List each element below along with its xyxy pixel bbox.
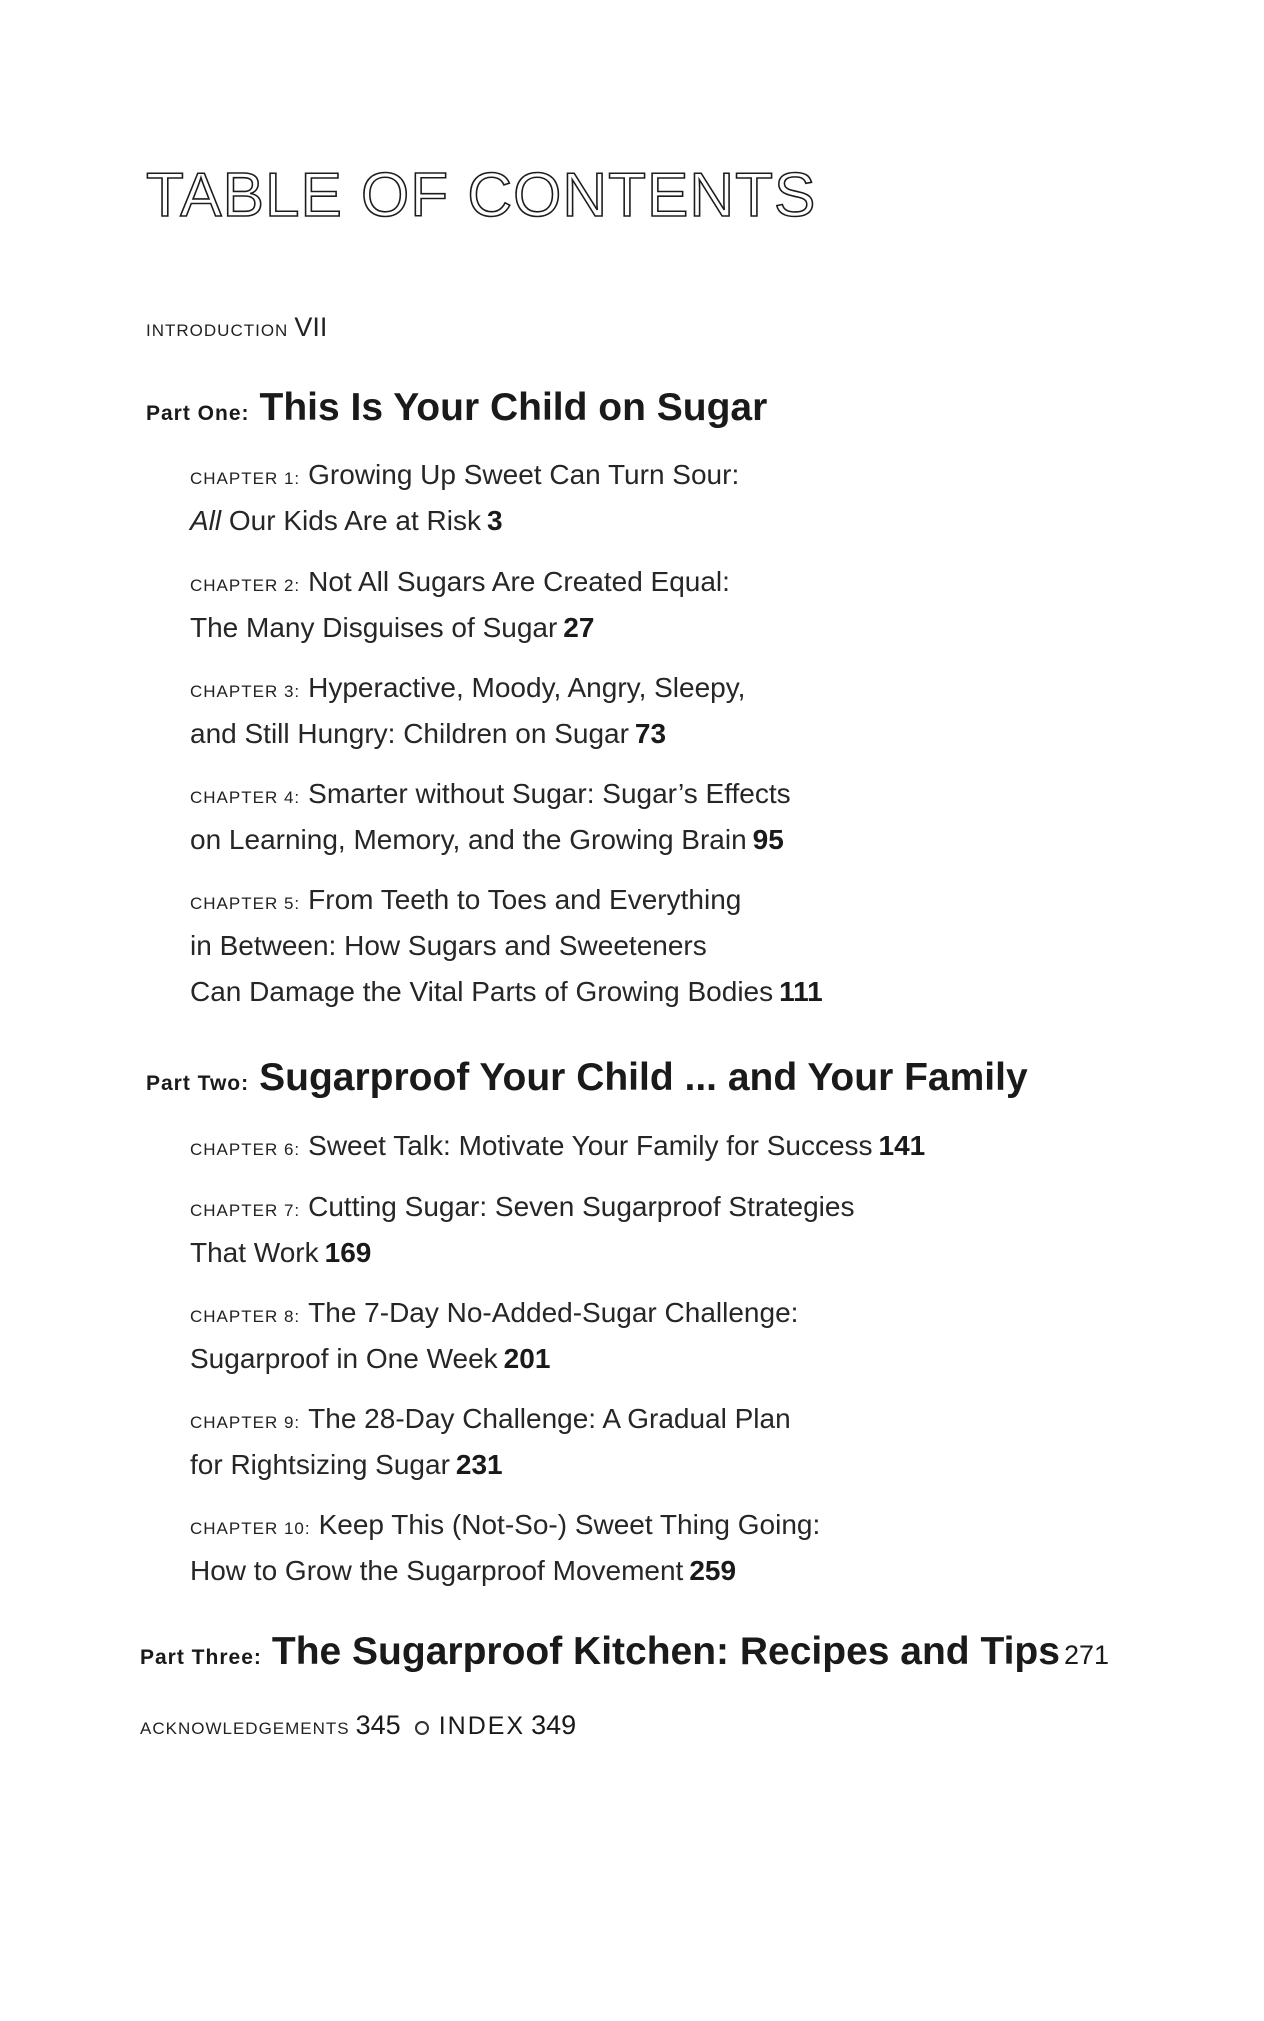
chapter-1-title-line-2: All Our Kids Are at Risk — [190, 505, 481, 536]
chapter-9-title-line-2: for Rightsizing Sugar — [190, 1449, 450, 1480]
chapter-2-title-line-2: The Many Disguises of Sugar — [190, 612, 558, 643]
chapter-8-label: CHAPTER 8: — [190, 1307, 301, 1326]
chapter-6-entry — [190, 1123, 1090, 1169]
chapter-1-page: 3 — [487, 505, 503, 536]
chapter-3-title-line-2: and Still Hungry: Children on Sugar — [190, 718, 629, 749]
chapter-10-title-line-1: Keep This (Not-So-) Sweet Thing Going: — [318, 1509, 821, 1540]
introduction-entry — [146, 312, 327, 343]
chapter-6-label: CHAPTER 6: — [190, 1140, 301, 1159]
part-two-heading — [146, 1056, 1028, 1100]
part-two-title: Sugarproof Your Child ... and Your Family — [259, 1056, 1028, 1099]
chapter-1-title-line-1: Growing Up Sweet Can Turn Sour: — [308, 459, 740, 490]
chapter-7-title-line-2: That Work — [190, 1237, 319, 1268]
chapter-10-label: CHAPTER 10: — [190, 1519, 311, 1538]
chapter-4-entry — [190, 771, 1090, 863]
index-label: INDEX — [438, 1712, 526, 1740]
chapter-7-label: CHAPTER 7: — [190, 1201, 301, 1220]
chapter-7-page: 169 — [324, 1237, 372, 1268]
part-one-title: This Is Your Child on Sugar — [259, 386, 768, 429]
back-matter-entry — [140, 1710, 584, 1741]
chapter-3-label: CHAPTER 3: — [190, 682, 301, 701]
part-two-label: Part Two: — [146, 1072, 250, 1095]
chapter-3-page: 73 — [634, 718, 667, 749]
chapter-5-title-line-1: From Teeth to Toes and Everything — [308, 884, 742, 915]
chapter-6-title-line-1: Sweet Talk: Motivate Your Family for Success — [308, 1130, 873, 1161]
chapter-8-title-line-1: The 7-Day No-Added-Sugar Challenge: — [308, 1297, 799, 1328]
chapter-9-entry — [190, 1396, 1090, 1488]
chapter-5-title-line-3: Can Damage the Vital Parts of Growing Bodies — [190, 976, 774, 1007]
part-three-label: Part Three: — [140, 1646, 262, 1669]
chapter-2-entry — [190, 559, 1090, 651]
chapter-4-page: 95 — [752, 824, 784, 855]
page-title: TABLE OF CONTENTS — [146, 161, 817, 230]
acknowledgements-page: 345 — [355, 1710, 401, 1740]
chapter-7-entry — [190, 1184, 1090, 1276]
bullet-separator-icon — [415, 1721, 429, 1735]
chapter-10-page: 259 — [689, 1555, 737, 1586]
chapter-8-entry — [190, 1290, 1090, 1382]
part-one-label: Part One: — [146, 402, 250, 425]
introduction-page: VII — [294, 312, 328, 342]
chapter-5-page: 111 — [779, 976, 823, 1007]
index-page: 349 — [531, 1710, 577, 1740]
chapter-7-title-line-1: Cutting Sugar: Seven Sugarproof Strategies — [308, 1191, 855, 1222]
part-one-heading — [146, 386, 767, 430]
chapter-5-entry — [190, 877, 1090, 1015]
introduction-label: INTRODUCTION — [146, 321, 289, 340]
chapter-6-page: 141 — [878, 1130, 926, 1161]
chapter-9-label: CHAPTER 9: — [190, 1413, 301, 1432]
chapter-5-title-line-2: in Between: How Sugars and Sweeteners — [190, 930, 707, 961]
chapter-2-page: 27 — [563, 612, 595, 643]
chapter-10-entry — [190, 1502, 1090, 1594]
chapter-3-entry — [190, 665, 1090, 757]
chapter-9-page: 231 — [455, 1449, 503, 1480]
chapter-5-label: CHAPTER 5: — [190, 894, 301, 913]
chapter-8-title-line-2: Sugarproof in One Week — [190, 1343, 498, 1374]
chapter-8-page: 201 — [503, 1343, 551, 1374]
chapter-9-title-line-1: The 28-Day Challenge: A Gradual Plan — [308, 1403, 791, 1434]
part-three-page: 271 — [1063, 1640, 1109, 1670]
part-three-title: The Sugarproof Kitchen: Recipes and Tips — [271, 1630, 1060, 1673]
chapter-4-title-line-1: Smarter without Sugar: Sugar’s Effects — [308, 778, 791, 809]
chapter-3-title-line-1: Hyperactive, Moody, Angry, Sleepy, — [308, 672, 746, 703]
chapter-2-label: CHAPTER 2: — [190, 576, 301, 595]
chapter-2-title-line-1: Not All Sugars Are Created Equal: — [308, 566, 730, 597]
chapter-1-entry — [190, 452, 1090, 544]
chapter-4-label: CHAPTER 4: — [190, 788, 301, 807]
chapter-4-title-line-2: on Learning, Memory, and the Growing Brain — [190, 824, 747, 855]
chapter-10-title-line-2: How to Grow the Sugarproof Movement — [190, 1555, 684, 1586]
part-three-heading — [140, 1630, 1109, 1674]
acknowledgements-label: ACKNOWLEDGEMENTS — [140, 1719, 350, 1738]
chapter-1-label: CHAPTER 1: — [190, 469, 301, 488]
